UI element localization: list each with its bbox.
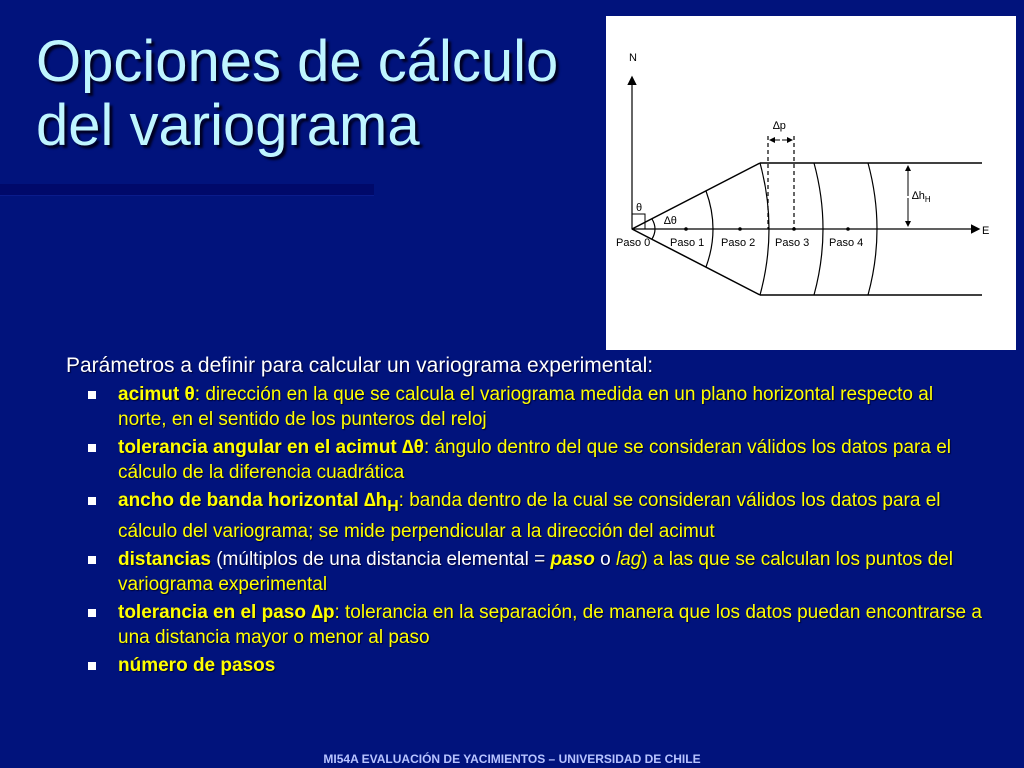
lead-text: Parámetros a definir para calcular un variograma experimental: (66, 354, 654, 377)
list-item-numero-pasos (118, 653, 986, 678)
desc-distancias-c: ) a las que se calculan los puntos del variograma experimental (118, 548, 953, 595)
slide-title (36, 30, 558, 158)
title-line-2: del variograma (36, 93, 420, 158)
list-item-distancias (118, 547, 986, 597)
theta-angle-box (632, 214, 645, 229)
term-acimut: acimut θ (118, 384, 195, 405)
desc-distancias-a: (múltiplos de una distancia elemental = (210, 548, 551, 570)
desc-ancho-banda: : banda dentro de la cual se consideran válidos los datos para el cálculo del variograma; se mide perpendicular a la dirección del acimut (118, 490, 941, 542)
delta-h-label: $\Delta h_H$ (912, 190, 931, 204)
parameter-list (118, 382, 986, 678)
step-label-4: Paso 4 (829, 237, 864, 249)
bullet-icon (88, 609, 96, 617)
desc-distancias-b: o (594, 548, 616, 570)
term-numero-pasos: número de pasos (118, 654, 276, 676)
term-paso: paso (550, 548, 595, 570)
desc-tolerancia-angular: : ángulo dentro del que se consideran válidos los datos para el cálculo de la diferencia cuadrática (118, 437, 952, 483)
title-underline (0, 184, 374, 196)
title-line-1: Opciones de cálculo (36, 29, 559, 94)
term-tolerancia-angular: tolerancia angular en el acimut ∆θ (118, 437, 424, 458)
term-ancho-banda (118, 490, 399, 515)
list-item-tolerancia-angular (118, 435, 986, 485)
bullet-icon (88, 391, 96, 399)
bullet-icon (88, 497, 96, 505)
step-point-3 (792, 227, 796, 231)
list-item-acimut (118, 382, 986, 432)
diagram-svg (606, 16, 1016, 350)
term-ancho-banda-sub: H (387, 497, 399, 515)
step-point-2 (738, 227, 742, 231)
term-tolerancia-paso: tolerancia en el paso ∆p (118, 601, 335, 623)
step-label-2: Paso 2 (721, 237, 756, 249)
bullet-icon (88, 444, 96, 452)
theta-label: θ (636, 202, 643, 214)
step-point-1 (684, 227, 688, 231)
step-point-4 (846, 227, 850, 231)
desc-acimut: : dirección en la que se calcula el variograma medida en un plano horizontal respecto al norte, en el sentido de los punteros del reloj (118, 384, 934, 430)
slide-body (66, 352, 986, 681)
delta-theta-label: ∆θ (664, 215, 677, 227)
term-lag: lag (615, 548, 642, 570)
term-distancias: distancias (118, 548, 211, 570)
step-label-3: Paso 3 (775, 237, 810, 249)
term-ancho-banda-text: ancho de banda horizontal ∆h (118, 490, 388, 511)
east-label: E (982, 225, 990, 237)
step-label-1: Paso 1 (670, 237, 705, 249)
variogram-diagram (606, 16, 1016, 350)
list-item-ancho-banda (118, 488, 986, 544)
list-item-tolerancia-paso (118, 600, 986, 650)
desc-tolerancia-paso: : tolerancia en la separación, de manera que los datos puedan encontrarse a una distancia mayor o menor al paso (118, 601, 982, 648)
cone-upper-line (632, 163, 760, 229)
bullet-icon (88, 556, 96, 564)
step-label-0: Paso 0 (616, 237, 651, 249)
bullet-icon (88, 662, 96, 670)
slide-footer: MI54A EVALUACIÓN DE YACIMIENTOS – UNIVERSIDAD DE CHILE (323, 752, 701, 766)
north-label: N (629, 52, 637, 64)
delta-p-label: ∆p (773, 120, 786, 132)
